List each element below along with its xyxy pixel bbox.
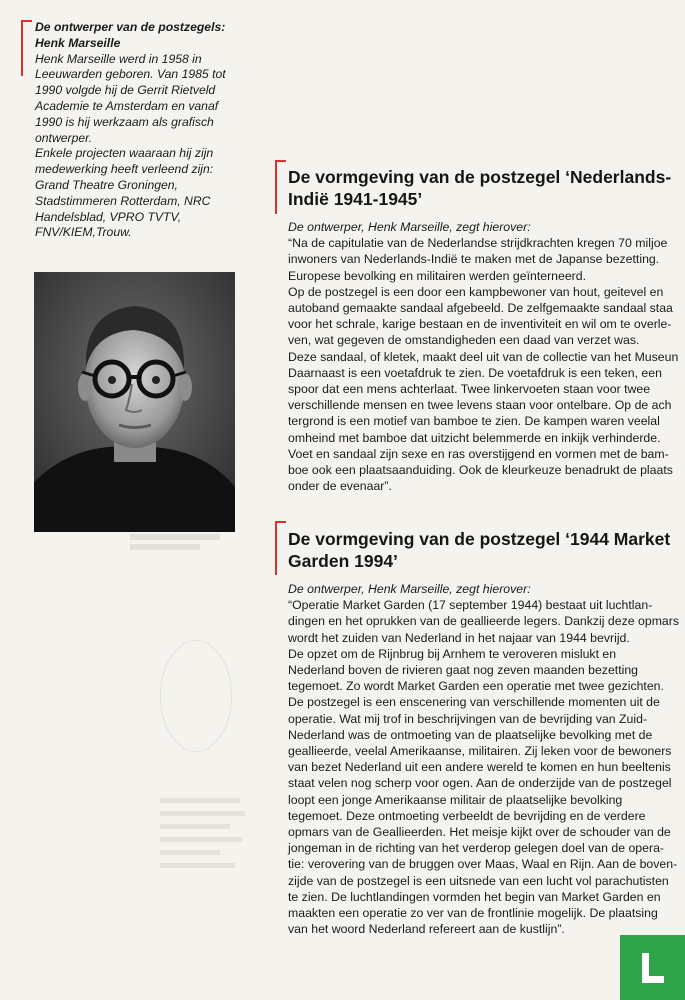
bio-line: medewerking heeft verleend zijn: xyxy=(35,162,214,177)
section2-line: staat velen nog scherp voor ogen. Aan de onderzijde van de postzegel xyxy=(288,776,672,791)
bio-line: 1990 volgde hij de Gerrit Rietveld xyxy=(35,83,216,98)
section1-line: inwoners van Nederlands-Indië te maken met de Japanse bezetting. xyxy=(288,252,660,267)
section1-quote xyxy=(288,235,685,494)
section2-line: te zien. De luchtlandingen vormden het begin van Market Garden en xyxy=(288,889,661,904)
section1-intro: De ontwerper, Henk Marseille, zegt hierover: xyxy=(288,220,531,234)
section1-line: Deze sandaal, of kletek, maakt deel uit van de collectie van het Museun xyxy=(288,349,679,364)
section-nederlands-indie xyxy=(288,166,685,494)
bio-line: Stadstimmeren Rotterdam, NRC xyxy=(35,193,211,208)
show-through-block xyxy=(160,790,250,970)
section2-title-line: De vormgeving van de postzegel ‘1944 Market xyxy=(288,529,671,549)
section1-line: Europese bevolking en militairen werden geïnterneerd. xyxy=(288,268,587,283)
bio-line: Henk Marseille werd in 1958 in xyxy=(35,51,202,66)
section2-line: geallieerde, veelal Amerikaanse, militairen. Zij leken voor de bewoners xyxy=(288,744,672,759)
designer-bio xyxy=(35,20,250,241)
section1-line: autoband gemaakte sandaal afgebeeld. De zelfgemaakte sandaal staa xyxy=(288,301,673,316)
section2-line: “Operatie Market Garden (17 september 1944) bestaat uit luchtlan- xyxy=(288,598,653,613)
bio-heading-line-2: Henk Marseille xyxy=(35,35,121,50)
section2-line: Nederland was de ontmoeting van de plaatselijke bevolking met de xyxy=(288,727,653,742)
section2-accent-bracket xyxy=(275,521,286,575)
logo-letter-horizontal xyxy=(642,976,664,983)
bio-line: Enkele projecten waaraan hij zijn xyxy=(35,146,214,161)
section1-accent-bracket xyxy=(275,160,286,214)
section2-line: loopt een jonge Amerikaanse militair de plaatselijke bevolking xyxy=(288,792,623,807)
section1-line: Op de postzegel is een door een kampbewoner van hout, geitevel en xyxy=(288,284,664,299)
section2-line: opmars van de Geallieerden. Het meisje kijkt over de schouder van de xyxy=(288,825,671,840)
section1-line: verschillende mensen en twee levens staan voor ontelbare. Op de ach xyxy=(288,398,672,413)
section2-line: van bezet Nederland uit een andere wereld te komen en hun beeltenis xyxy=(288,760,671,775)
section2-line: De opzet om de Rijnbrug bij Arnhem te veroveren mislukt en xyxy=(288,646,617,661)
section2-line: jongeman in de richting van het verderop gelegen doel van de opera- xyxy=(288,841,664,856)
section2-line: Nederland boven de rivieren gaat nog zeven maanden bezetting xyxy=(288,663,639,678)
lastdodo-logo-icon[interactable] xyxy=(620,935,685,1000)
designer-portrait xyxy=(34,272,235,532)
section2-title-line: Garden 1994’ xyxy=(288,551,398,571)
section2-line: tie: verovering van de bruggen over Maas, Waal en Rijn. Aan de boven- xyxy=(288,857,678,872)
section2-line: dingen en het oprukken van de geallieerde legers. Dankzij deze opmars xyxy=(288,614,680,629)
section1-line: “Na de capitulatie van de Nederlandse strijdkrachten kregen 70 miljoe xyxy=(288,236,668,251)
section1-line: boe ook een plaatsaanduiding. Ook de kleurkeuze benadrukt de plaats xyxy=(288,463,673,478)
bio-line: Leeuwarden geboren. Van 1985 tot xyxy=(35,67,226,82)
bio-accent-bracket xyxy=(21,20,32,76)
show-through-text xyxy=(130,530,240,570)
section1-line: spoor dat een mens achterlaat. Twee linkervoeten staan voor twee xyxy=(288,382,651,397)
bio-line: Handelsblad, VPRO TVTV, xyxy=(35,209,182,224)
show-through-circle xyxy=(160,640,232,752)
section1-title xyxy=(288,166,685,210)
section1-line: Voet en sandaal zijn sexe en ras overstijgend en vormen met de bam- xyxy=(288,446,669,461)
bio-line: 1990 is hij werkzaam als grafisch xyxy=(35,114,214,129)
section2-line: zijde van de postzegel is een uitsnede van een lucht vol parachutisten xyxy=(288,873,669,888)
section1-line: Daarnaast is een voetafdruk te zien. De voetafdruk is een teken, een xyxy=(288,365,662,380)
section-market-garden xyxy=(288,528,685,937)
section2-line: tegemoet. Deze ontmoeting verbeeldt de bevrijding en de verdere xyxy=(288,808,646,823)
section1-line: omheind met bamboe dat uitzicht belemmerde en inkijk verhinderde. xyxy=(288,430,661,445)
section2-line: operatie. Wat mij trof in beschrijvingen van de bevrijding van Zuid- xyxy=(288,711,648,726)
portrait-illustration xyxy=(34,272,235,532)
section2-title xyxy=(288,528,685,572)
section1-line: onder de evenaar”. xyxy=(288,479,392,494)
bio-line: ontwerper. xyxy=(35,130,93,145)
bio-line: FNV/KIEM,Trouw. xyxy=(35,225,132,240)
section2-line: van het woord Nederland refereert aan de kustlijn”. xyxy=(288,922,565,937)
section1-title-line: De vormgeving van de postzegel ‘Nederlands- xyxy=(288,167,672,187)
section1-line: tergrond is een motief van bamboe te zien. De kampen waren veelal xyxy=(288,414,660,429)
section2-line: maakten een operatie zo ver van de frontlinie mogelijk. De plaatsing xyxy=(288,906,658,921)
section2-line: De postzegel is een enscenering van verschillende momenten uit de xyxy=(288,695,660,710)
bio-line: Academie te Amsterdam en vanaf xyxy=(35,98,219,113)
section2-line: tegemoet. Zo wordt Market Garden een operatie met twee gezichten. xyxy=(288,679,664,694)
bio-heading-line-1: De ontwerper van de postzegels: xyxy=(35,20,226,34)
section2-quote xyxy=(288,597,685,937)
bio-line: Grand Theatre Groningen, xyxy=(35,177,178,192)
section1-line: ven, wat gegeven de omstandigheden een daad van verzet was. xyxy=(288,333,640,348)
section2-intro: De ontwerper, Henk Marseille, zegt hierover: xyxy=(288,582,531,596)
section2-line: wordt het zuiden van Nederland in het najaar van 1944 bevrijd. xyxy=(288,630,630,645)
section1-line: voor het schrale, karige bestaan en de inventiviteit en wil om te overle- xyxy=(288,317,672,332)
section1-title-line: Indië 1941-1945’ xyxy=(288,189,423,209)
